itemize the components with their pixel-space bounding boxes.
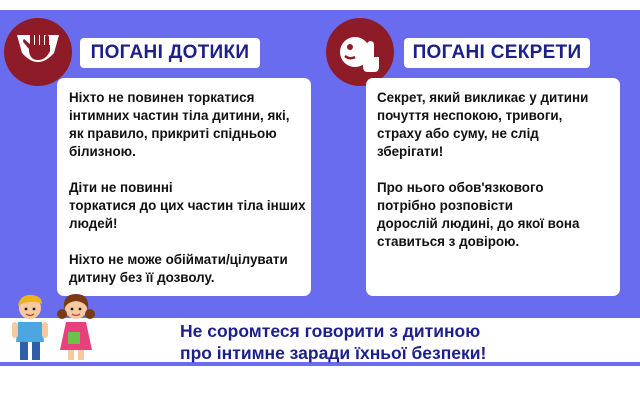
left-line: торкатися до цих частин тіла інших [69,198,306,213]
right-line: ставиться з довірою. [377,234,520,249]
left-line: дитину без її дозволу. [69,270,215,285]
footer-line-1: Не соромтеся говорити з дитиною [180,321,481,341]
secret-finger-on-lips-icon [326,18,394,86]
left-panel-card [57,78,311,296]
left-line: білизною. [69,144,136,159]
two-children-illustration [4,292,110,364]
stop-hand-underwear-icon [4,18,72,86]
right-line: дорослій людині, до якої вона [377,216,580,231]
left-panel-title: ПОГАНІ ДОТИКИ [80,38,260,68]
right-line: почуття неспокою, тривоги, [377,108,563,123]
left-line: Діти не повинні [69,180,173,195]
right-paragraph-1 [377,89,620,161]
right-line: Секрет, який викликає у дитини [377,90,589,105]
right-panel-card [366,78,620,296]
left-line: інтимних частин тіла дитини, які, [69,108,290,123]
footer-message [180,320,600,364]
footer-line-2: про інтимне заради їхньої безпеки! [180,343,487,363]
right-line: страху або суму, не слід [377,126,539,141]
left-paragraph-3 [69,251,311,287]
right-line: Про нього обов'язкового [377,180,544,195]
left-paragraph-2 [69,179,311,233]
left-line: Ніхто не повинен торкатися [69,90,255,105]
right-paragraph-2 [377,179,620,251]
right-line: зберігати! [377,144,444,159]
left-paragraph-1 [69,89,311,161]
left-line: людей! [69,216,118,231]
left-line: як правило, прикриті спідньою [69,126,277,141]
right-line: потрібно розповісти [377,198,513,213]
left-line: Ніхто не може обіймати/цілувати [69,252,288,267]
right-panel-title: ПОГАНІ СЕКРЕТИ [404,38,590,68]
